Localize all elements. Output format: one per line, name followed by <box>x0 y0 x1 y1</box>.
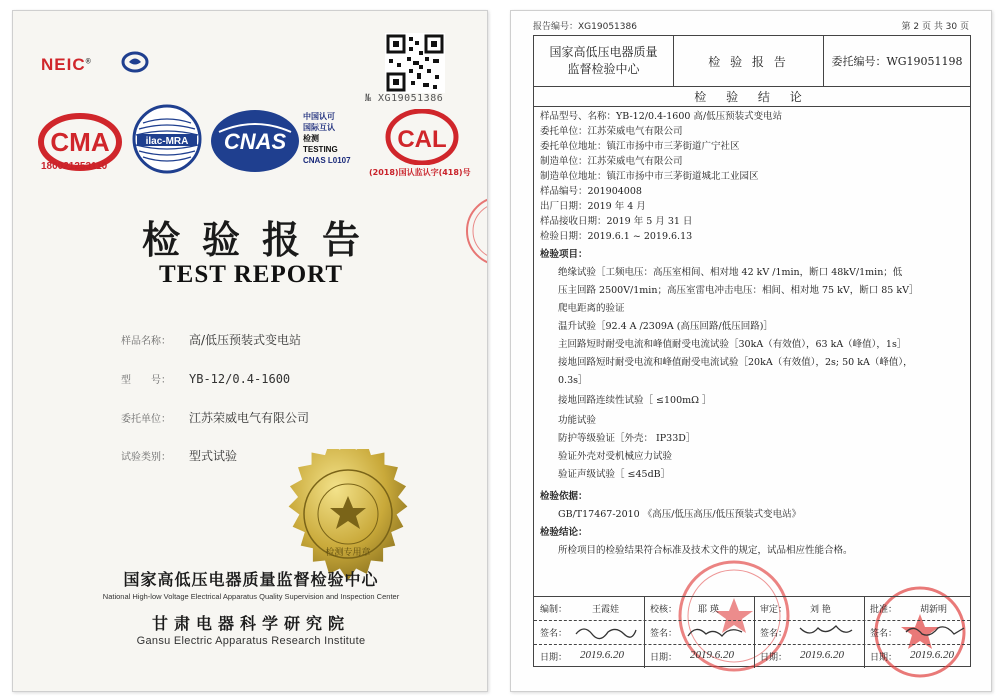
cqc-logo-icon <box>121 51 149 73</box>
date-label: 日期： <box>540 653 568 663</box>
signature-label: 签名： <box>650 629 678 639</box>
cma-code: 180021253110 <box>41 161 108 172</box>
report-serial-number: № XG19051386 <box>365 93 444 104</box>
test-item: 功能试验 <box>558 415 597 426</box>
approver-label: 批准： <box>870 605 898 615</box>
test-item: 防护等级验证［外壳： IP33D］ <box>558 433 696 444</box>
conclusion-text: 所检项目的检验结果符合标准及技术文件的规定，试品相应性能合格。 <box>558 545 853 556</box>
test-item: 验证声级试验［ ≤45dB］ <box>558 469 671 480</box>
conclusion-table <box>533 35 971 667</box>
info-line: 检验日期：2019.6.1 ~ 2019.6.13 <box>540 231 693 242</box>
cnas-logo-text: CNAS <box>223 129 287 154</box>
date-label: 日期： <box>650 653 678 663</box>
items-heading: 检验项目： <box>540 249 588 260</box>
checker-label: 校核： <box>650 605 678 615</box>
test-item: 温升试验［92.4 A /2309A (高压回路/低压回路)］ <box>558 321 773 332</box>
cma-logo-text: CMA <box>50 127 110 157</box>
info-line: 委托单位地址：镇江市扬中市三茅街道广宁社区 <box>540 141 740 152</box>
test-item: 0.3s］ <box>558 375 588 386</box>
report-title-chinese: 检验报告 <box>141 217 382 262</box>
seal-text: 检测专用章 <box>325 548 371 558</box>
reviewer-date: 2019.6.20 <box>800 649 844 661</box>
section-title: 检 验 结 论 <box>694 90 810 104</box>
neic-logo: NEIC® <box>41 55 92 74</box>
reviewer-signature <box>796 622 856 640</box>
test-item: 主回路短时耐受电流和峰值耐受电流试验［30kA（有效值），63 kA（峰值），1s］ <box>558 339 907 350</box>
institute-name-english: Gansu Electric Apparatus Research Institute <box>136 635 366 647</box>
test-item: 压主回路 2500V/1min；高压室雷电冲击电压：相间、相对地 75 kV，断口 85 kV］ <box>558 285 919 296</box>
test-item: 接地回路连续性试验［ ≤100mΩ ］ <box>558 395 712 406</box>
approver-name: 胡新明 <box>920 605 948 615</box>
signature-label: 签名： <box>870 629 898 639</box>
report-cover-page <box>12 10 488 692</box>
gold-inspection-seal <box>283 449 413 579</box>
cnas-accreditation-text: 中国认可 国际互认 检测 TESTING CNAS L0107 <box>303 112 351 165</box>
report-title-english: TEST REPORT <box>158 261 344 288</box>
date-label: 日期： <box>870 653 898 663</box>
info-line: 出厂日期：2019 年 4 月 <box>540 201 646 212</box>
institution-name-english: National High-low Voltage Electrical Apparatus Quality Supervision and Inspection Center <box>102 592 400 601</box>
cal-certification-logo <box>385 109 459 165</box>
checker-name: 耶 瑛 <box>698 605 719 615</box>
field-model: 型 号： YB-12/0.4-1600 <box>121 372 291 386</box>
info-line: 制造单位：江苏荣威电气有限公司 <box>540 156 683 167</box>
signature-label: 签名： <box>540 629 568 639</box>
checker-date: 2019.6.20 <box>690 649 734 661</box>
info-line: 制造单位地址：镇江市扬中市三茅街道城北工业园区 <box>540 171 759 182</box>
red-edge-seal-partial <box>461 191 488 271</box>
info-line: 样品型号、名称：YB-12/0.4-1600 高/低压预装式变电站 <box>540 111 783 122</box>
field-sample-name: 样品名称： 高/低压预装式变电站 <box>121 333 302 347</box>
basis-heading: 检验依据： <box>540 491 588 502</box>
info-line: 委托单位：江苏荣威电气有限公司 <box>540 126 683 137</box>
qr-code-icon <box>385 33 445 93</box>
institution-name-chinese: 国家高低压电器质量监督检验中心 <box>123 570 379 589</box>
cnas-logo <box>209 108 301 174</box>
test-item: 绝缘试验［工频电压：高压室相间、相对地 42 kV /1min，断口 48kV/1min；低 <box>558 267 903 278</box>
test-item: 接地回路短时耐受电流和峰值耐受电流试验［20kA（有效值），2s; 50 kA（峰值）， <box>558 357 913 368</box>
test-item: 爬电距离的验证 <box>558 303 625 314</box>
ilac-logo-text: ilac-MRA <box>145 136 189 147</box>
field-client: 委托单位： 江苏荣威电气有限公司 <box>121 411 310 425</box>
checker-signature <box>684 622 748 640</box>
info-line: 样品接收日期：2019 年 5 月 31 日 <box>540 216 693 227</box>
compiler-label: 编制： <box>540 605 568 615</box>
date-label: 日期： <box>760 653 788 663</box>
compiler-signature <box>574 622 638 640</box>
ilac-mra-logo <box>131 103 203 175</box>
institute-name-chinese: 甘肃电器科学研究院 <box>151 614 350 633</box>
signature-label: 签名： <box>760 629 788 639</box>
cal-code: (2018)国认监认字(418)号 <box>369 168 471 177</box>
report-number: 报告编号：XG19051386 <box>533 22 637 32</box>
info-line: 样品编号：201904008 <box>540 186 642 197</box>
approver-signature <box>904 622 966 640</box>
test-item: 验证外壳对受机械应力试验 <box>558 451 673 462</box>
page-info: 第 2 页 共 30 页 <box>901 22 969 32</box>
compiler-date: 2019.6.20 <box>580 649 624 661</box>
approver-date: 2019.6.20 <box>910 649 954 661</box>
commission-number-cell: 委托编号：WG19051198 <box>831 55 963 68</box>
conclusion-heading: 检验结论： <box>540 527 588 538</box>
field-test-type: 试验类别： 型式试验 <box>121 449 238 463</box>
basis-standard: GB/T17467-2010 《高压/低压高压/低压预装式变电站》 <box>558 509 802 520</box>
doc-title-cell: 检 验 报 告 <box>674 36 824 86</box>
compiler-name: 王霞娃 <box>592 605 620 615</box>
center-name-cell: 国家高低压电器质量监督检验中心 <box>534 36 674 86</box>
test-conclusion-page <box>510 10 992 692</box>
reviewer-label: 审定： <box>760 605 788 615</box>
reviewer-name: 刘 艳 <box>810 605 831 615</box>
cal-logo-text: CAL <box>397 126 447 153</box>
